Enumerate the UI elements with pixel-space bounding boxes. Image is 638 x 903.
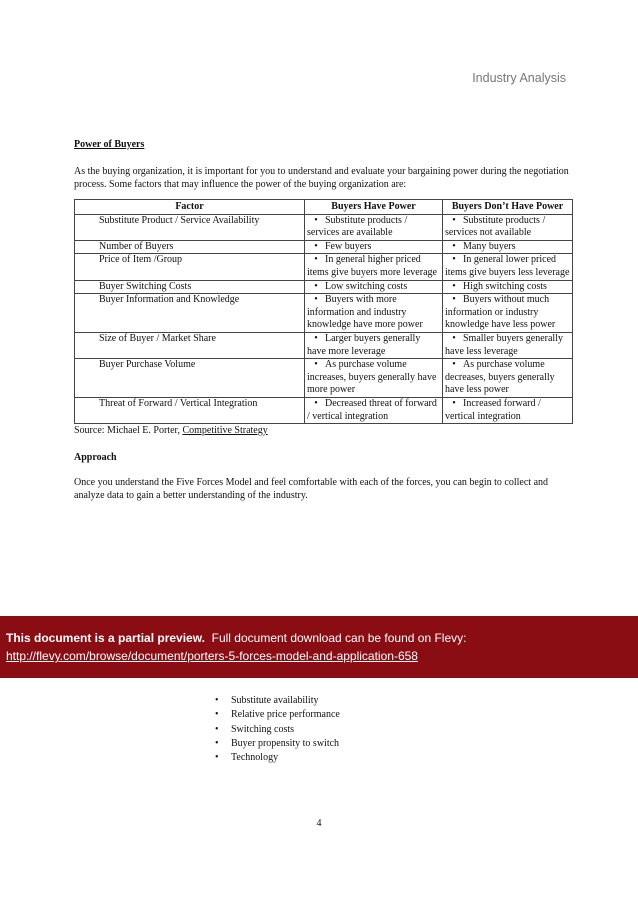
table-row	[75, 294, 573, 333]
bullet-icon: •	[314, 332, 318, 344]
factor-cell: Threat of Forward / Vertical Integration	[75, 397, 305, 423]
cell-text: Smaller buyers generally have less leverage	[445, 332, 563, 357]
table-header-row	[75, 200, 573, 215]
bullet-icon: •	[314, 214, 318, 226]
dont-have-power-cell	[443, 359, 573, 398]
dont-have-power-cell	[443, 294, 573, 333]
buyer-power-table	[74, 199, 573, 424]
cell-text: Low switching costs	[325, 280, 408, 292]
list-item: • Switching costs	[215, 723, 340, 737]
list-item: • Substitute availability	[215, 694, 340, 708]
dont-have-power-cell	[443, 254, 573, 280]
page-number: 4	[316, 818, 322, 829]
bullet-icon: •	[452, 332, 456, 344]
bullet-icon: •	[452, 240, 456, 252]
cell-text: Few buyers	[325, 240, 372, 252]
banner-download-link[interactable]: http://flevy.com/browse/document/porters-5-forces-model-and-application-658	[6, 649, 418, 663]
approach-paragraph: Once you understand the Five Forces Model and feel comfortable with each of the forces, you can begin to collect and analyze data to gain a better understanding of the industry.	[74, 477, 549, 502]
bullet-icon: •	[314, 359, 318, 371]
cell-text: Buyers without much information or industry knowledge have less power	[445, 294, 556, 331]
have-power-cell	[305, 332, 443, 358]
have-power-cell	[305, 254, 443, 280]
dont-have-power-cell	[443, 240, 573, 254]
banner-text: Full document download can be found on Flevy:	[211, 631, 467, 645]
source-prefix: Source: Michael E. Porter,	[74, 425, 183, 437]
bullet-icon: •	[215, 695, 219, 706]
column-header-have-power: Buyers Have Power	[305, 200, 443, 215]
have-power-cell	[305, 280, 443, 294]
dont-have-power-cell	[443, 397, 573, 423]
have-power-cell	[305, 214, 443, 240]
factor-cell: Size of Buyer / Market Share	[75, 332, 305, 358]
factor-cell: Buyer Purchase Volume	[75, 359, 305, 398]
column-header-factor: Factor	[75, 200, 305, 215]
cell-text: Many buyers	[463, 240, 516, 252]
have-power-cell	[305, 397, 443, 423]
list-item: • Technology	[215, 751, 340, 765]
page-header-title: Industry Analysis	[472, 71, 566, 85]
main-content	[74, 138, 574, 510]
bullet-icon: •	[314, 397, 318, 409]
bullet-icon: •	[452, 280, 456, 292]
table-row	[75, 240, 573, 254]
bullet-icon: •	[215, 752, 219, 764]
column-header-dont-have-power: Buyers Don’t Have Power	[443, 200, 573, 215]
factor-cell: Price of Item /Group	[75, 254, 305, 280]
table-row	[75, 332, 573, 358]
factor-cell: Buyer Switching Costs	[75, 280, 305, 294]
cell-text: Decreased threat of forward / vertical integration	[307, 397, 437, 422]
cell-text: Substitute products / services are available	[307, 214, 408, 239]
bullet-icon: •	[314, 254, 318, 266]
source-line	[74, 424, 574, 437]
cell-text: In general lower priced items give buyers less leverage	[445, 254, 570, 278]
list-item: • Buyer propensity to switch	[215, 737, 340, 751]
cell-text: In general higher priced items give buyers more leverage	[307, 254, 437, 278]
table-body	[75, 214, 573, 424]
cell-text: As purchase volume increases, buyers generally have more power	[307, 359, 437, 396]
cell-text: As purchase volume decreases, buyers generally have less power	[445, 359, 555, 396]
dont-have-power-cell	[443, 280, 573, 294]
bullet-icon: •	[452, 294, 456, 306]
bullet-icon: •	[314, 294, 318, 306]
banner-bold-text: This document is a partial preview.	[6, 631, 205, 645]
approach-title: Approach	[74, 452, 117, 464]
cell-text: Buyers with more information and industry knowledge have more power	[307, 294, 423, 331]
bullet-icon: •	[215, 709, 219, 721]
source-book-title: Competitive Strategy	[182, 425, 268, 437]
table-row	[75, 214, 573, 240]
table-row	[75, 359, 573, 398]
table-row	[75, 254, 573, 280]
cell-text: High switching costs	[463, 280, 547, 292]
table-row	[75, 280, 573, 294]
cell-text: Increased forward / vertical integration	[445, 397, 541, 422]
bullet-icon: •	[314, 240, 318, 252]
bullet-icon: •	[452, 214, 456, 226]
have-power-cell	[305, 240, 443, 254]
cell-text: Larger buyers generally have more leverage	[307, 332, 421, 357]
dont-have-power-cell	[443, 214, 573, 240]
bullet-icon: •	[314, 280, 318, 292]
factor-cell: Substitute Product / Service Availability	[75, 214, 305, 240]
dont-have-power-cell	[443, 332, 573, 358]
section-title: Power of Buyers	[74, 139, 145, 150]
table-row	[75, 397, 573, 423]
factor-cell: Number of Buyers	[75, 240, 305, 254]
have-power-cell	[305, 294, 443, 333]
banner-message	[6, 629, 638, 647]
cell-text: Substitute products / services not available	[445, 214, 546, 239]
preview-banner	[0, 616, 638, 678]
bullet-icon: •	[215, 723, 219, 735]
intro-paragraph: As the buying organization, it is important for you to understand and evaluate your bargaining power during the negotiation process. Some factors that may influence the power of the buying organization are:	[74, 166, 569, 190]
list-item: • Relative price performance	[215, 708, 340, 722]
have-power-cell	[305, 359, 443, 398]
bullet-icon: •	[452, 397, 456, 409]
buyer-propensity-list	[215, 694, 340, 765]
factor-cell: Buyer Information and Knowledge	[75, 294, 305, 333]
bullet-icon: •	[215, 737, 219, 749]
bullet-icon: •	[452, 254, 456, 266]
bullet-icon: •	[452, 359, 456, 371]
